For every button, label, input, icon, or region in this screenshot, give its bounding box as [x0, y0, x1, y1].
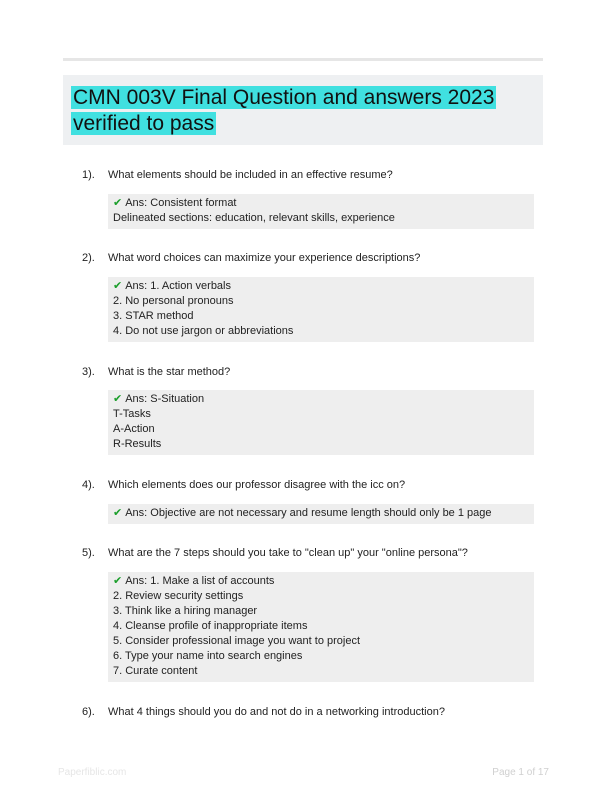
answer-line: 5. Consider professional image you want to project: [113, 635, 361, 647]
top-divider: [63, 58, 543, 61]
answer-line: R-Results: [113, 438, 162, 450]
answer-line: ✔ Ans: 1. Action verbals: [113, 280, 231, 292]
answer-line: ✔ Ans: 1. Make a list of accounts: [113, 575, 275, 587]
question-number: 3).: [82, 366, 95, 378]
check-icon: ✔: [113, 507, 123, 519]
question-item: [63, 547, 543, 682]
answer-line: 7. Curate content: [113, 665, 198, 677]
question-number: 6).: [82, 706, 95, 718]
answer-line: 3. STAR method: [113, 310, 194, 322]
question-number: 4).: [82, 479, 95, 491]
question-item: [63, 706, 543, 724]
question-number: 1).: [82, 169, 95, 181]
question-text: What word choices can maximize your experience descriptions?: [108, 252, 421, 264]
answer-line: 6. Type your name into search engines: [113, 650, 303, 662]
check-icon: ✔: [113, 197, 123, 209]
document-title: [71, 85, 511, 137]
question-item: [63, 169, 543, 229]
answer-box: [108, 194, 534, 229]
question-text: What are the 7 steps should you take to "clean up" your "online persona"?: [108, 547, 468, 559]
check-icon: ✔: [113, 280, 123, 292]
answer-box: [108, 390, 534, 455]
answer-line: Delineated sections: education, relevant skills, experience: [113, 212, 395, 224]
answer-line: 4. Do not use jargon or abbreviations: [113, 325, 294, 337]
question-item: [63, 252, 543, 342]
answer-line: 2. No personal pronouns: [113, 295, 234, 307]
answer-box: [108, 277, 534, 342]
title-highlight: CMN 003V Final Question and answers 2023 verified to pass: [73, 86, 495, 135]
answer-line: ✔ Ans: S-Situation: [113, 393, 205, 405]
question-text: Which elements does our professor disagree with the icc on?: [108, 479, 406, 491]
question-number: 2).: [82, 252, 95, 264]
answer-box: [108, 504, 534, 524]
footer-watermark: Paperfiblic.com: [58, 767, 127, 778]
answer-box: [108, 572, 534, 682]
answer-line: A-Action: [113, 423, 155, 435]
answer-line: ✔ Ans: Objective are not necessary and resume length should only be 1 page: [113, 507, 492, 519]
question-text: What elements should be included in an effective resume?: [108, 169, 393, 181]
question-number: 5).: [82, 547, 95, 559]
check-icon: ✔: [113, 393, 123, 405]
answer-line: T-Tasks: [113, 408, 151, 420]
answer-line: 4. Cleanse profile of inappropriate items: [113, 620, 308, 632]
question-item: [63, 479, 543, 524]
question-text: What 4 things should you do and not do in a networking introduction?: [108, 706, 445, 718]
check-icon: ✔: [113, 575, 123, 587]
answer-line: ✔ Ans: Consistent format: [113, 197, 237, 209]
answer-line: 2. Review security settings: [113, 590, 244, 602]
title-banner: [63, 75, 543, 145]
answer-line: 3. Think like a hiring manager: [113, 605, 258, 617]
question-text: What is the star method?: [108, 366, 231, 378]
question-item: [63, 366, 543, 455]
page-number: Page 1 of 17: [492, 767, 549, 778]
